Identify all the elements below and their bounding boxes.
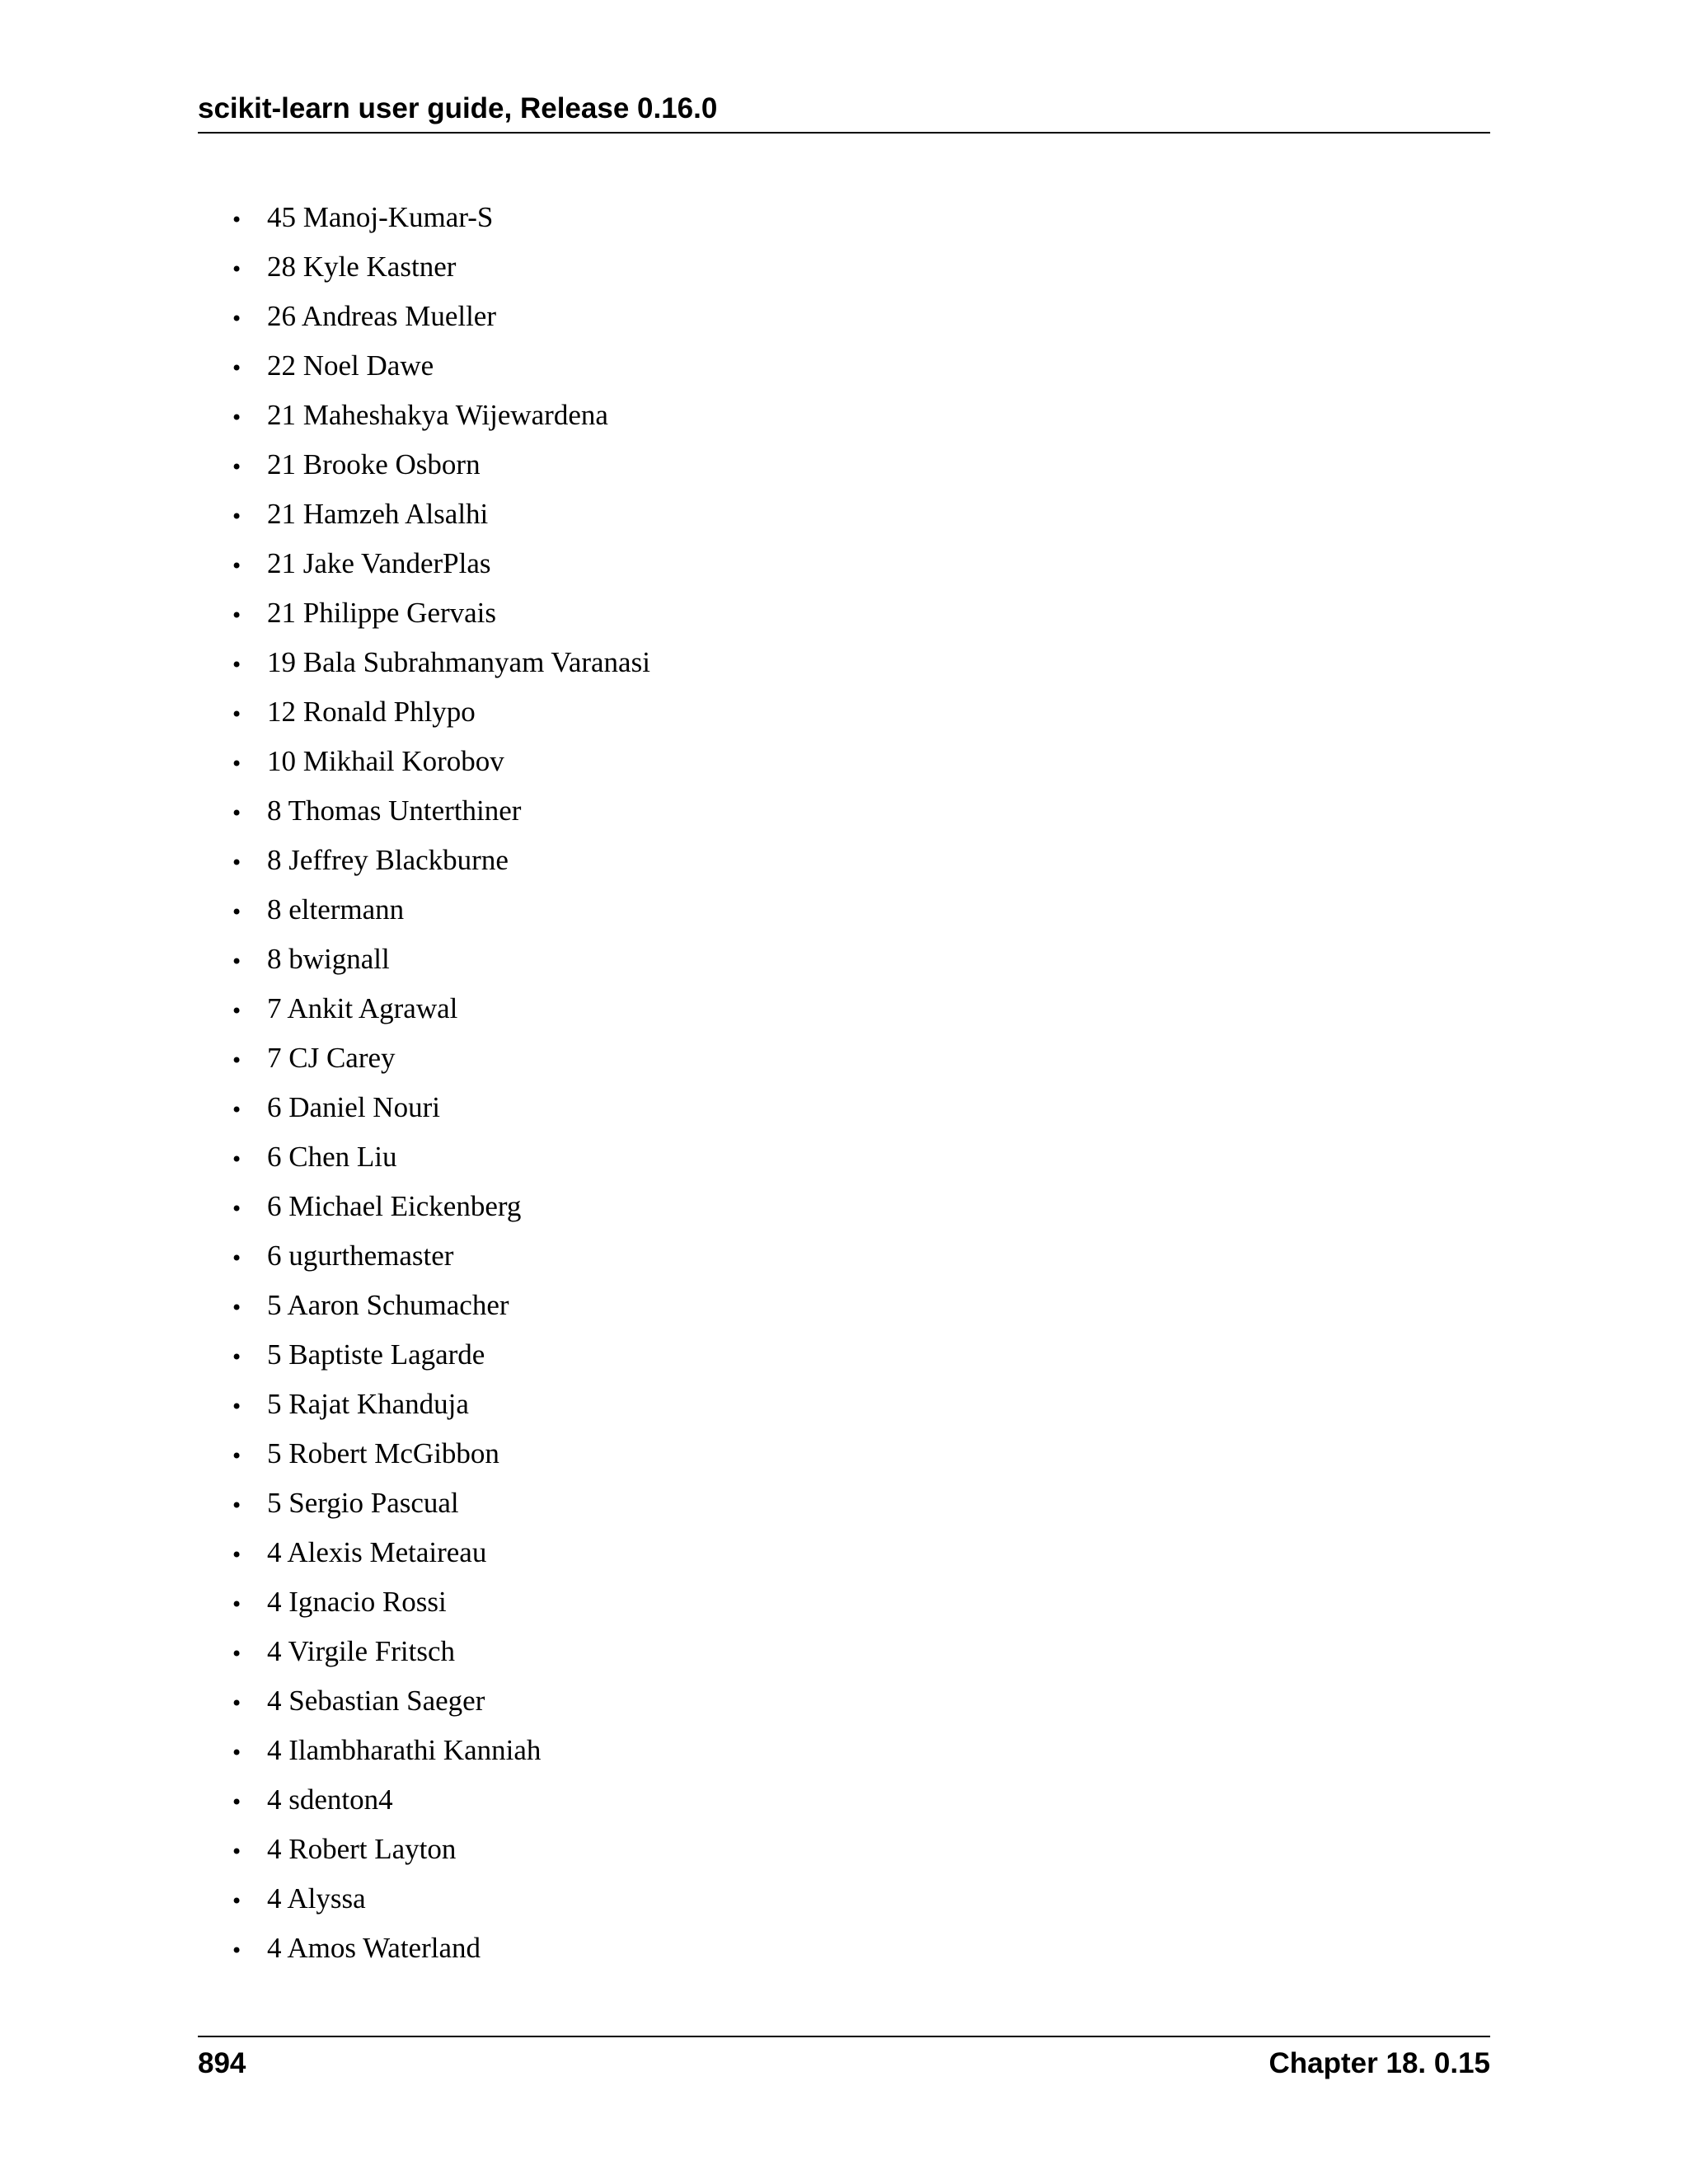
bullet-icon: • [231, 209, 243, 232]
contributor-name: Jake VanderPlas [302, 547, 491, 579]
contribution-count: 5 [267, 1338, 282, 1371]
list-item [231, 1083, 650, 1132]
bullet-icon: • [231, 752, 243, 776]
contributor-name: Sebastian Saeger [288, 1685, 485, 1717]
contribution-count: 4 [267, 1833, 282, 1865]
contribution-count: 8 [267, 794, 282, 827]
list-item [231, 341, 650, 391]
contributor-name: Rajat Khanduja [288, 1388, 469, 1420]
contribution-count: 22 [267, 349, 296, 382]
contributor-name: bwignall [288, 943, 390, 975]
list-item [231, 1330, 650, 1380]
chapter-title: Chapter 18. 0.15 [1268, 2047, 1490, 2079]
contributor-name: sdenton4 [288, 1783, 393, 1816]
bullet-icon: • [231, 258, 243, 281]
list-item [231, 1874, 650, 1924]
contribution-count: 5 [267, 1388, 282, 1420]
contribution-count: 8 [267, 943, 282, 975]
contribution-count: 21 [267, 448, 296, 480]
page-footer [198, 2036, 1490, 2087]
contribution-count: 28 [267, 251, 296, 283]
bullet-icon: • [231, 456, 243, 479]
list-item [231, 1281, 650, 1330]
bullet-icon: • [231, 1197, 243, 1221]
contribution-count: 4 [267, 1536, 282, 1568]
list-item [231, 242, 650, 292]
contributor-name: Mikhail Korobov [302, 745, 504, 777]
contribution-count: 19 [267, 646, 296, 678]
list-item [231, 1775, 650, 1825]
contributor-name: Ankit Agrawal [287, 992, 458, 1024]
contribution-count: 5 [267, 1487, 282, 1519]
list-item [231, 1825, 650, 1874]
contributor-name: Jeffrey Blackburne [288, 844, 509, 876]
bullet-icon: • [231, 1148, 243, 1171]
list-item [231, 292, 650, 341]
contributor-name: Philippe Gervais [302, 597, 497, 629]
list-item [231, 1676, 650, 1726]
list-item [231, 935, 650, 984]
bullet-icon: • [231, 1692, 243, 1715]
bullet-icon: • [231, 1296, 243, 1319]
bullet-icon: • [231, 406, 243, 429]
contribution-count: 4 [267, 1685, 282, 1717]
list-item [231, 737, 650, 786]
contributor-list [231, 193, 650, 1973]
contribution-count: 8 [267, 893, 282, 926]
bullet-icon: • [231, 604, 243, 627]
contributor-name: Daniel Nouri [288, 1091, 440, 1123]
bullet-icon: • [231, 555, 243, 578]
contribution-count: 45 [267, 201, 296, 233]
list-item [231, 1577, 650, 1627]
contributor-name: Baptiste Lagarde [288, 1338, 485, 1371]
bullet-icon: • [231, 1939, 243, 1962]
page-header [198, 91, 1490, 134]
list-item [231, 1231, 650, 1281]
bullet-icon: • [231, 1593, 243, 1616]
contribution-count: 21 [267, 597, 296, 629]
contributor-name: Kyle Kastner [302, 251, 457, 283]
contribution-count: 4 [267, 1932, 282, 1964]
list-item [231, 193, 650, 242]
contributor-name: Aaron Schumacher [287, 1289, 509, 1321]
bullet-icon: • [231, 1544, 243, 1567]
list-item [231, 885, 650, 935]
bullet-icon: • [231, 802, 243, 825]
list-item [231, 1924, 650, 1973]
list-item [231, 1479, 650, 1528]
contribution-count: 7 [267, 1042, 282, 1074]
bullet-icon: • [231, 1840, 243, 1863]
bullet-icon: • [231, 703, 243, 726]
contribution-count: 8 [267, 844, 282, 876]
list-item [231, 1033, 650, 1083]
contributor-name: Alyssa [287, 1882, 366, 1915]
list-item [231, 836, 650, 885]
contribution-count: 10 [267, 745, 296, 777]
contribution-count: 21 [267, 547, 296, 579]
list-item [231, 588, 650, 638]
contributor-name: Manoj-Kumar-S [302, 201, 494, 233]
contributor-name: Michael Eickenberg [288, 1190, 522, 1222]
contribution-count: 5 [267, 1289, 282, 1321]
contribution-count: 12 [267, 696, 296, 728]
contributor-name: Amos Waterland [287, 1932, 481, 1964]
contribution-count: 26 [267, 300, 296, 332]
contribution-count: 21 [267, 498, 296, 530]
contributor-name: Sergio Pascual [288, 1487, 459, 1519]
bullet-icon: • [231, 1741, 243, 1765]
contribution-count: 4 [267, 1734, 282, 1766]
contribution-count: 4 [267, 1586, 282, 1618]
contributor-name: CJ Carey [288, 1042, 396, 1074]
list-item [231, 984, 650, 1033]
bullet-icon: • [231, 1000, 243, 1023]
contribution-count: 5 [267, 1437, 282, 1469]
list-item [231, 1726, 650, 1775]
list-item [231, 391, 650, 440]
contributor-name: ugurthemaster [288, 1240, 454, 1272]
bullet-icon: • [231, 1494, 243, 1517]
contributor-name: Brooke Osborn [302, 448, 481, 480]
contribution-count: 4 [267, 1783, 282, 1816]
contribution-count: 7 [267, 992, 282, 1024]
list-item [231, 490, 650, 539]
contribution-count: 4 [267, 1882, 282, 1915]
contribution-count: 6 [267, 1240, 282, 1272]
contribution-count: 6 [267, 1141, 282, 1173]
list-item [231, 1627, 650, 1676]
contributor-name: Ronald Phlypo [302, 696, 476, 728]
bullet-icon: • [231, 1395, 243, 1418]
contributor-name: Ilambharathi Kanniah [288, 1734, 542, 1766]
contributor-name: Alexis Metaireau [287, 1536, 487, 1568]
contributor-name: Thomas Unterthiner [288, 794, 522, 827]
contributor-name: Andreas Mueller [301, 300, 496, 332]
contributor-name: Maheshakya Wijewardena [302, 399, 608, 431]
list-item [231, 1182, 650, 1231]
list-item [231, 440, 650, 490]
bullet-icon: • [231, 1791, 243, 1814]
contributor-name: Robert Layton [288, 1833, 457, 1865]
list-item [231, 539, 650, 588]
contribution-count: 6 [267, 1091, 282, 1123]
list-item [231, 1380, 650, 1429]
list-item [231, 687, 650, 737]
bullet-icon: • [231, 1049, 243, 1072]
bullet-icon: • [231, 1445, 243, 1468]
bullet-icon: • [231, 307, 243, 330]
document-title: scikit-learn user guide, Release 0.16.0 [198, 92, 718, 124]
bullet-icon: • [231, 1890, 243, 1913]
contributor-name: Chen Liu [288, 1141, 397, 1173]
contributor-name: Noel Dawe [302, 349, 434, 382]
contributor-name: Bala Subrahmanyam Varanasi [302, 646, 650, 678]
bullet-icon: • [231, 1643, 243, 1666]
contributor-name: Virgile Fritsch [288, 1635, 456, 1667]
list-item [231, 786, 650, 836]
bullet-icon: • [231, 1346, 243, 1369]
bullet-icon: • [231, 901, 243, 924]
list-item [231, 638, 650, 687]
bullet-icon: • [231, 505, 243, 528]
bullet-icon: • [231, 1099, 243, 1122]
bullet-icon: • [231, 654, 243, 677]
bullet-icon: • [231, 357, 243, 380]
contribution-count: 6 [267, 1190, 282, 1222]
bullet-icon: • [231, 950, 243, 973]
bullet-icon: • [231, 1247, 243, 1270]
contributor-name: eltermann [288, 893, 405, 926]
list-item [231, 1132, 650, 1182]
contributor-name: Hamzeh Alsalhi [302, 498, 489, 530]
contributor-name: Ignacio Rossi [288, 1586, 447, 1618]
page-number: 894 [198, 2047, 246, 2079]
contribution-count: 4 [267, 1635, 282, 1667]
contributor-name: Robert McGibbon [288, 1437, 499, 1469]
bullet-icon: • [231, 851, 243, 874]
list-item [231, 1429, 650, 1479]
list-item [231, 1528, 650, 1577]
contribution-count: 21 [267, 399, 296, 431]
